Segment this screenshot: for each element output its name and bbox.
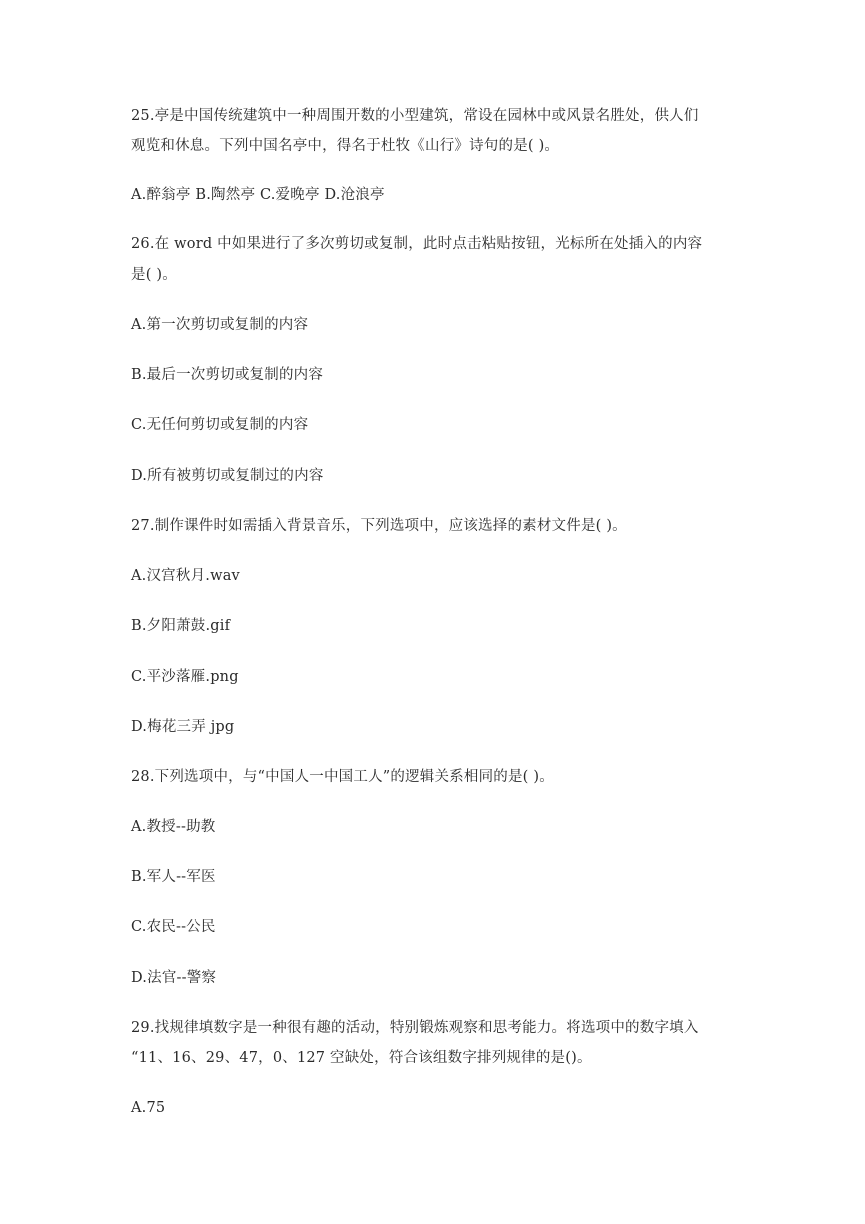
question-28-option-d: D.法官--警察: [131, 970, 217, 986]
question-26-stem-line1: 26.在 word 中如果进行了多次剪切或复制，此时点击粘贴按钮，光标所在处插入的内容: [131, 236, 703, 252]
question-26-option-d: D.所有被剪切或复制过的内容: [131, 468, 324, 484]
question-29-stem-line1: 29.找规律填数字是一种很有趣的活动，特别锻炼观察和思考能力。将选项中的数字填入: [131, 1020, 699, 1036]
question-29-stem-line2: “11、16、29、47，0、127 空缺处，符合该组数字排列规律的是()。: [131, 1050, 592, 1066]
question-26-option-c: C.无任何剪切或复制的内容: [131, 417, 309, 433]
question-26-stem-line2: 是( )。: [131, 267, 177, 283]
question-27-option-c: C.平沙落雁.png: [131, 669, 239, 685]
question-25-stem-line1: 25.亭是中国传统建筑中一种周围开数的小型建筑，常设在园林中或风景名胜处，供人们: [131, 108, 699, 124]
question-28-stem: 28.下列选项中，与“中国人一中国工人”的逻辑关系相同的是( )。: [131, 769, 554, 785]
question-26-option-a: A.第一次剪切或复制的内容: [131, 317, 309, 333]
question-27-option-d: D.梅花三弄 jpg: [131, 719, 235, 735]
question-27-option-a: A.汉宫秋月.wav: [131, 568, 240, 584]
question-28-option-b: B.军人--军医: [131, 869, 216, 885]
question-25-stem-line2: 观览和休息。下列中国名亭中，得名于杜牧《山行》诗句的是( )。: [131, 138, 560, 154]
question-27-option-b: B.夕阳萧鼓.gif: [131, 618, 231, 634]
question-28-option-c: C.农民--公民: [131, 919, 216, 935]
question-26-option-b: B.最后一次剪切或复制的内容: [131, 367, 324, 383]
question-27-stem: 27.制作课件时如需插入背景音乐，下列选项中，应该选择的素材文件是( )。: [131, 518, 627, 534]
question-28-option-a: A.教授--助教: [131, 819, 216, 835]
question-29-option-a: A.75: [131, 1100, 166, 1116]
question-25-options: A.醉翁亭 B.陶然亭 C.爱晚亭 D.沧浪亭: [131, 187, 385, 203]
